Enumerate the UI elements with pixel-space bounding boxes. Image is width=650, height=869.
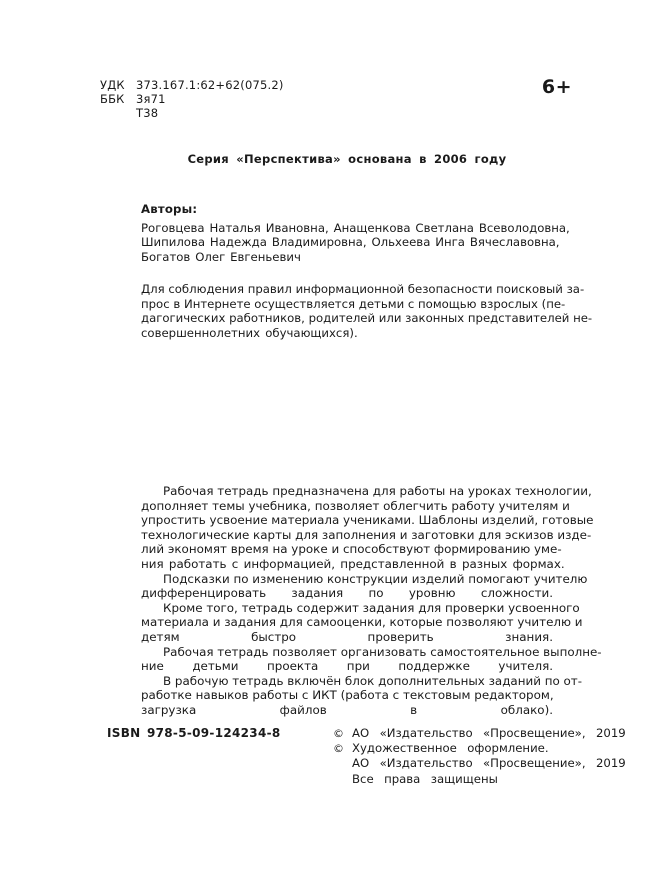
body-paragraph — [141, 673, 583, 718]
author-line: Роговцева Наталья Ивановна, Анащенкова Светлана Всеволодовна, — [141, 220, 570, 235]
body-line: ние детьми проекта при поддержке учителя. — [141, 659, 553, 674]
body-line: упростить усвоение материала учениками. Шаблоны изделий, готовые — [141, 513, 594, 528]
body-line — [141, 644, 602, 660]
copyright-text: Все права защищены — [352, 771, 498, 786]
body-line: детям быстро проверить знания. — [141, 629, 553, 644]
body-paragraph — [141, 644, 602, 674]
body-line-text: Подсказки по изменению конструкции изделий помогают учителю — [163, 571, 588, 586]
body-line — [141, 600, 580, 616]
classification-codes — [100, 78, 284, 120]
body-line: загрузка файлов в облако). — [141, 702, 553, 717]
body-line — [141, 571, 588, 587]
copyright-row — [333, 756, 626, 771]
body-paragraph — [141, 571, 588, 601]
author-line: Шипилова Надежда Владимировна, Ольхеева Инга Вячеславовна, — [141, 235, 560, 249]
age-rating-badge: 6+ — [541, 76, 572, 98]
body-paragraph — [141, 484, 594, 572]
notice-line: прос в Интернете осуществляется детьми с помощью взрослых (пе- — [141, 296, 566, 311]
authors-block — [141, 202, 570, 264]
body-line: ния работать с информацией, представленной в разных формах. — [141, 556, 565, 571]
series-line: Серия «Перспектива» основана в 2006 году — [187, 152, 507, 166]
author-line: Богатов Олег Евгеньевич — [141, 249, 301, 264]
bbk-value: 3я71 — [136, 92, 166, 106]
copyright-row — [333, 741, 626, 756]
udk-label: УДК — [100, 78, 125, 92]
copyright-text: АО «Издательство «Просвещение», 2019 — [352, 726, 626, 740]
copyright-block — [333, 726, 626, 787]
isbn-number: ISBN 978-5-09-124234-8 — [107, 726, 281, 740]
udk-row — [100, 78, 284, 92]
copyright-text: Художественное оформление. — [352, 741, 549, 756]
copyright-text: АО «Издательство «Просвещение», 2019 — [352, 756, 626, 771]
body-line: дифференцировать задания по уровню сложности. — [141, 586, 553, 601]
body-line: технологические карты для заполнения и заготовки для эскизов изде- — [141, 527, 592, 542]
notice-line: Для соблюдения правил информационной безопасности поисковый за- — [141, 282, 585, 296]
body-line: лий экономят время на уроке и способствуют формированию уме- — [141, 542, 562, 557]
notice-line: совершеннолетних обучающихся). — [141, 325, 358, 340]
body-line — [141, 484, 592, 499]
notice-line: дагогических работников, родителей или законных представителей не- — [141, 311, 593, 325]
udk-value: 373.167.1:62+62(075.2) — [136, 78, 284, 92]
copyright-icon: © — [333, 742, 344, 756]
bbk-row — [100, 92, 284, 106]
body-line: материала и задания для самооценки, которые позволяют учителю и — [141, 615, 583, 630]
code-row — [100, 106, 284, 120]
body-line-text: Рабочая тетрадь позволяет организовать самостоятельное выполне- — [163, 644, 602, 659]
body-line: дополняет темы учебника, позволяет облегчить работу учителям и — [141, 498, 570, 513]
body-paragraph — [141, 600, 583, 645]
body-line-text: Кроме того, тетрадь содержит задания для проверки усвоенного — [163, 600, 580, 615]
authors-label: Авторы: — [141, 202, 198, 216]
copyright-row — [333, 772, 626, 787]
copyright-icon: © — [333, 727, 344, 740]
body-line: работке навыков работы с ИКТ (работа с текстовым редактором, — [141, 688, 554, 703]
body-line-text: Рабочая тетрадь предназначена для работы на уроках технологии, — [163, 484, 592, 498]
body-line — [141, 673, 583, 689]
body-line-text: В рабочую тетрадь включён блок дополнительных заданий по от- — [163, 673, 583, 688]
safety-notice-paragraph — [141, 282, 593, 340]
bbk-label: ББК — [100, 92, 125, 106]
copyright-row — [333, 726, 626, 741]
code-value: Т38 — [136, 106, 159, 120]
annotation-body — [141, 484, 602, 718]
